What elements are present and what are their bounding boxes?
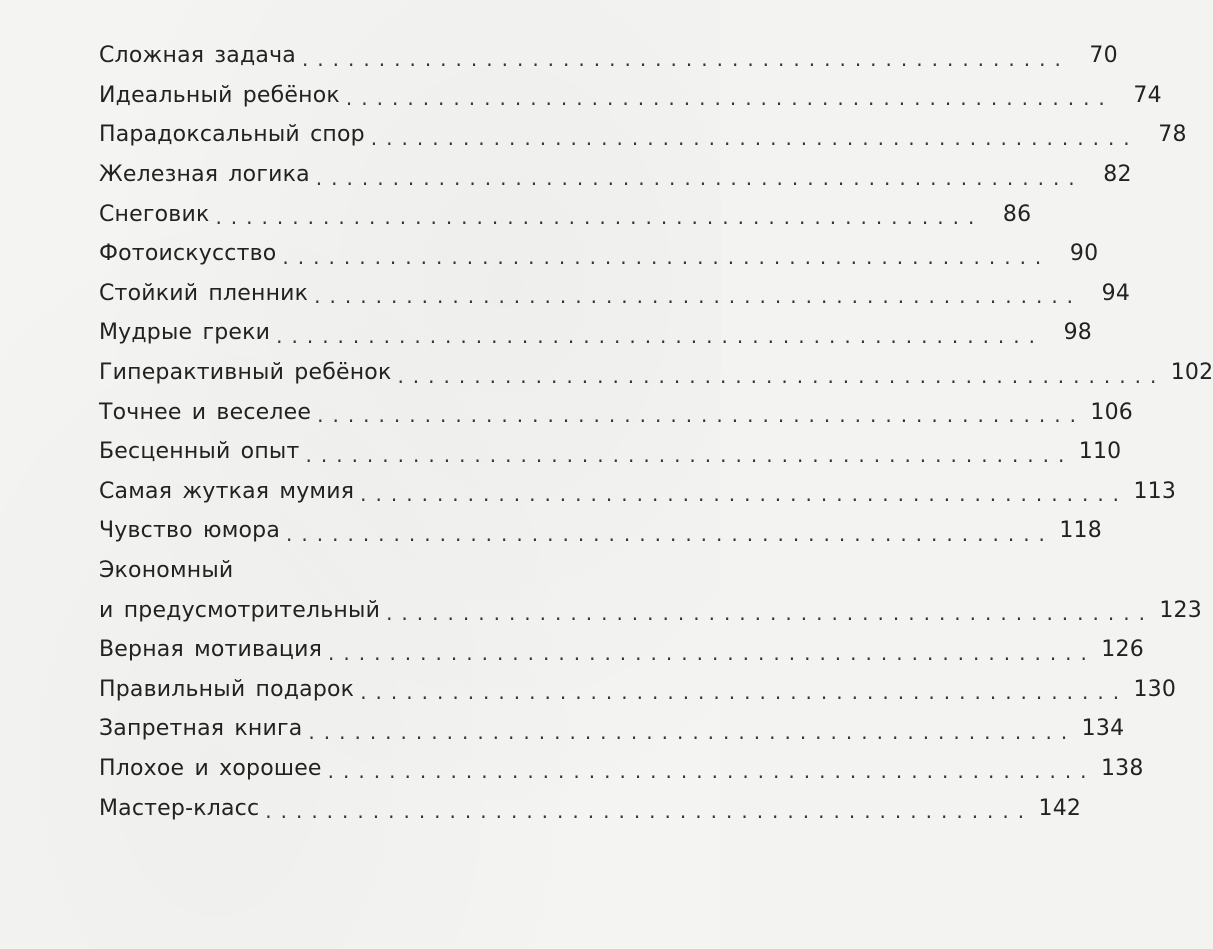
dot-leader: ..................................................	[328, 640, 1096, 665]
toc-entry	[99, 155, 1132, 195]
toc-entry-title: Фотоискусство	[99, 241, 277, 267]
toc-entry	[99, 274, 1131, 314]
dot-leader: ..................................................	[360, 680, 1129, 705]
toc-entry	[99, 749, 1144, 789]
toc-entry	[99, 472, 1177, 512]
toc-entry	[99, 234, 1099, 274]
toc-entry-page: 70	[1089, 43, 1118, 69]
toc-entry	[99, 511, 1102, 551]
toc-entry	[99, 432, 1122, 472]
toc-entry-page: 106	[1090, 399, 1133, 425]
toc-entry	[99, 115, 1187, 155]
toc-entry-title: Экономный	[99, 558, 234, 584]
toc-entry-title: Верная мотивация	[99, 637, 323, 663]
toc-entry-title: Чувство юмора	[99, 518, 281, 544]
toc-entry-page: 134	[1081, 716, 1125, 742]
toc-entry-title: Плохое и хорошее	[99, 755, 322, 781]
toc-entry-title: Бесценный опыт	[99, 439, 300, 465]
dot-leader: ..................................................	[327, 759, 1096, 784]
toc-entry-title: Парадоксальный спор	[99, 122, 365, 148]
toc-entry	[99, 551, 621, 591]
toc-entry-title: Стойкий пленник	[99, 280, 309, 306]
toc-entry-page: 90	[1069, 241, 1099, 267]
dot-leader: ..................................................	[370, 125, 1139, 150]
toc-entry-page: 118	[1059, 518, 1102, 544]
toc-entry-page: 113	[1133, 478, 1177, 504]
toc-entry-title: Правильный подарок	[99, 676, 355, 702]
toc-entry-page: 94	[1101, 280, 1131, 306]
toc-entry-title: и предусмотрительный	[99, 597, 381, 623]
toc-entry-title: Мудрые греки	[99, 320, 271, 346]
dot-leader: ..................................................	[315, 165, 1084, 190]
dot-leader: ..................................................	[317, 403, 1085, 428]
toc-entry	[99, 709, 1125, 749]
toc-entry-title: Точнее и веселее	[99, 399, 312, 425]
dot-leader: ..................................................	[397, 363, 1166, 388]
toc-entry-page: 142	[1038, 795, 1082, 821]
dot-leader: ..................................................	[265, 799, 1034, 824]
toc-entry-title: Железная логика	[99, 162, 310, 188]
toc-entry-page: 123	[1159, 597, 1202, 623]
toc-entry-title: Снеговик	[99, 201, 210, 227]
toc-entry	[99, 788, 1082, 828]
toc-entry-title: Запретная книга	[99, 716, 303, 742]
toc-entry-page: 82	[1103, 162, 1132, 188]
toc-entry	[99, 36, 1118, 76]
dot-leader: ..................................................	[215, 205, 984, 230]
toc-entry	[99, 194, 1032, 234]
toc-entry-page: 86	[1002, 201, 1032, 227]
toc-entry-page: 102	[1170, 360, 1213, 386]
dot-leader: ..................................................	[301, 46, 1070, 71]
toc-entry-title: Гиперактивный ребёнок	[99, 360, 392, 386]
toc-entry	[99, 630, 1144, 670]
toc-entry-title: Идеальный ребёнок	[99, 82, 340, 108]
toc-entry	[99, 353, 1213, 393]
toc-entry-page: 110	[1078, 439, 1122, 465]
toc-entry-page: 126	[1101, 637, 1144, 663]
toc-entry	[99, 76, 1162, 116]
dot-leader: ..................................................	[314, 284, 1083, 309]
dot-leader: ..................................................	[360, 482, 1129, 507]
dot-leader: ..................................................	[286, 521, 1054, 546]
toc-entry-title: Сложная задача	[99, 43, 296, 69]
toc-entry-title: Самая жуткая мумия	[99, 478, 355, 504]
toc-entry-page: 74	[1133, 82, 1162, 108]
dot-leader: ..................................................	[282, 244, 1051, 269]
toc-entry-page: 138	[1100, 755, 1144, 781]
dot-leader: ..................................................	[305, 442, 1074, 467]
toc-entry-page: 78	[1158, 122, 1187, 148]
dot-leader: ..................................................	[276, 323, 1044, 348]
toc-entry-page: 130	[1133, 676, 1177, 702]
toc-entry	[99, 590, 1202, 630]
toc-entry	[99, 392, 1133, 432]
toc-entry-page: 98	[1063, 320, 1092, 346]
toc-entry	[99, 313, 1092, 353]
dot-leader: ..................................................	[308, 719, 1077, 744]
toc-entry-title: Мастер-класс	[99, 795, 260, 821]
dot-leader: ..................................................	[345, 86, 1114, 111]
table-of-contents	[99, 36, 1213, 828]
dot-leader: ..................................................	[386, 601, 1154, 626]
toc-entry	[99, 670, 1177, 710]
